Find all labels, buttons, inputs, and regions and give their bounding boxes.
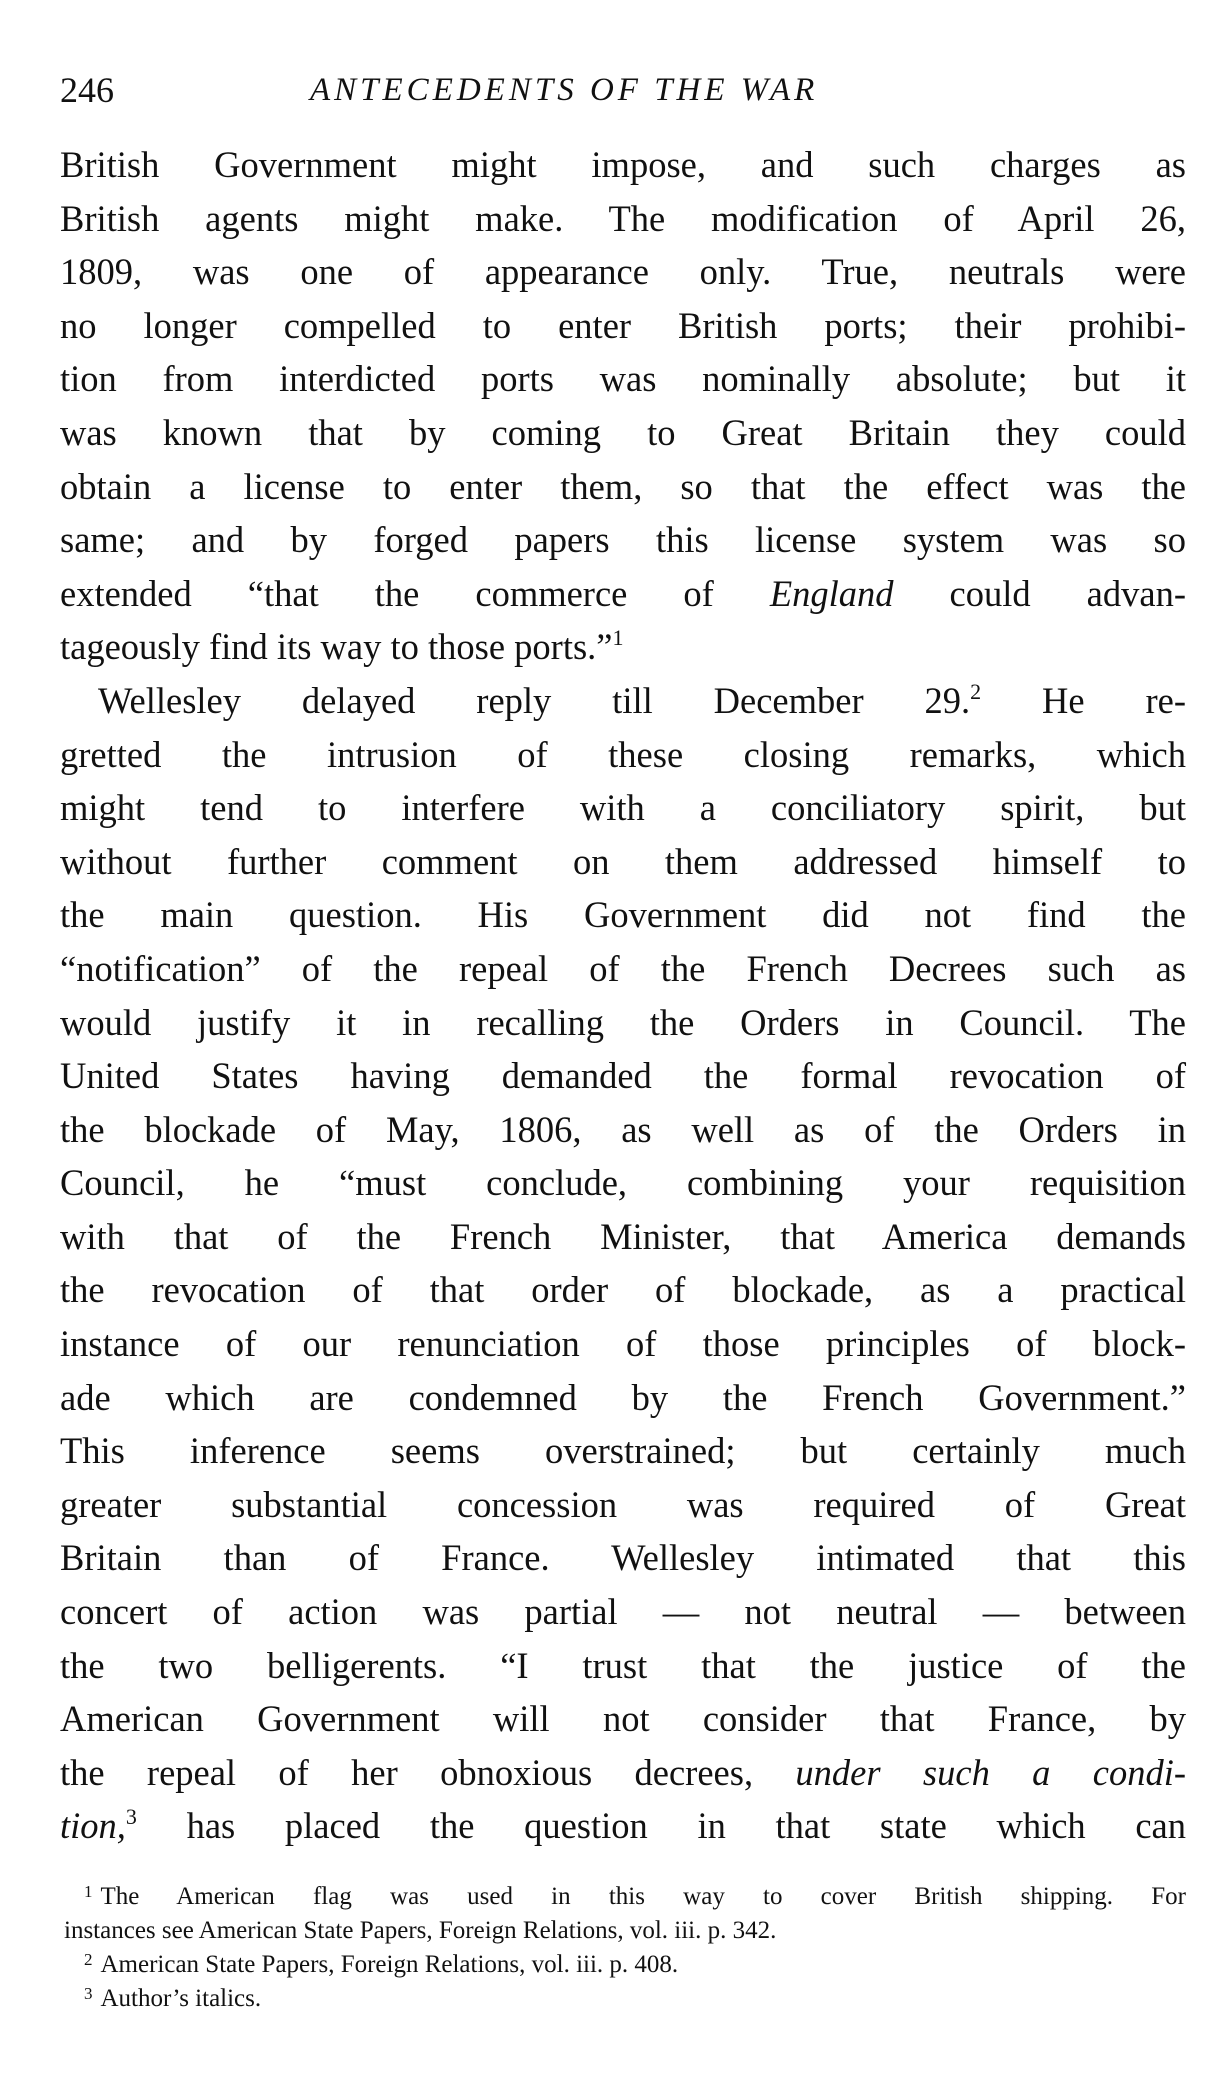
text-line: instance of our renunciation of those principles of block- [60, 1323, 1186, 1365]
text-segment: He re- [981, 679, 1187, 721]
footnote-reference[interactable]: 3 [125, 1804, 137, 1830]
footnote-reference[interactable]: 2 [970, 678, 982, 704]
text-line: British agents might make. The modification of April 26, [60, 197, 1186, 239]
footnote-mark: 2 [84, 1950, 93, 1969]
page-number: 246 [60, 70, 114, 110]
text-segment: has placed the question in that state which can [136, 1805, 1186, 1847]
footnote [84, 1982, 1186, 2016]
italic-text: England [769, 572, 894, 614]
text-line: obtain a license to enter them, so that the effect was the [60, 465, 1186, 507]
text-line: greater substantial concession was required of Great [60, 1483, 1186, 1525]
text-line: concert of action was partial — not neutral — between [60, 1591, 1186, 1633]
page-header [60, 62, 1180, 118]
text-line: might tend to interfere with a conciliatory spirit, but [60, 787, 1186, 829]
text-segment: tageously find its way to those ports.” [60, 626, 613, 668]
text-line [60, 1799, 1186, 1853]
text-line: was known that by coming to Great Britain they could [60, 411, 1186, 453]
text-line: the revocation of that order of blockade, as a practical [60, 1269, 1186, 1311]
text-line: American Government will not consider that France, by [60, 1698, 1186, 1740]
paragraph-start-line [60, 674, 1186, 728]
text-line: would justify it in recalling the Orders in Council. The [60, 1001, 1186, 1043]
footnotes [64, 1880, 1186, 2016]
text-segment: could advan- [893, 572, 1186, 614]
italic-text: under such a condi- [795, 1751, 1186, 1793]
text-line: without further comment on them addressed himself to [60, 840, 1186, 882]
footnote [84, 1880, 1186, 1914]
footnote-text: American State Papers, Foreign Relations, vol. iii. p. 408. [100, 1951, 679, 1978]
footnote-text: The American flag was used in this way to cover British shipping. For [100, 1883, 1186, 1910]
text-line: tion from interdicted ports was nominally absolute; but it [60, 358, 1186, 400]
text-line [60, 567, 1186, 621]
footnote-mark: 3 [84, 1984, 93, 2003]
body-text [60, 138, 1186, 1853]
text-line: same; and by forged papers this license system was so [60, 519, 1186, 561]
text-line: the two belligerents. “I trust that the justice of the [60, 1644, 1186, 1686]
text-line: 1809, was one of appearance only. True, neutrals were [60, 251, 1186, 293]
text-line: United States having demanded the formal revocation of [60, 1055, 1186, 1097]
text-line: the blockade of May, 1806, as well as of the Orders in [60, 1108, 1186, 1150]
text-line [60, 1746, 1186, 1800]
text-line: gretted the intrusion of these closing remarks, which [60, 733, 1186, 775]
footnote-text: Author’s italics. [100, 1985, 262, 2012]
italic-text: tion, [60, 1805, 126, 1847]
text-line: Council, he “must conclude, combining your requisition [60, 1162, 1186, 1204]
text-line [60, 620, 1186, 674]
text-line: Britain than of France. Wellesley intimated that this [60, 1537, 1186, 1579]
text-line: This inference seems overstrained; but certainly much [60, 1430, 1186, 1472]
text-line: with that of the French Minister, that America demands [60, 1215, 1186, 1257]
footnote-continuation: instances see American State Papers, Foreign Relations, vol. iii. p. 342. [64, 1917, 777, 1944]
footnote-reference[interactable]: 1 [612, 625, 624, 651]
footnote [84, 1948, 1186, 1982]
text-line: the main question. His Government did not find the [60, 894, 1186, 936]
text-line: ade which are condemned by the French Government.” [60, 1376, 1186, 1418]
text-line: British Government might impose, and such charges as [60, 144, 1186, 185]
text-segment: the repeal of her obnoxious decrees, [60, 1751, 796, 1793]
text-segment: Wellesley delayed reply till December 29. [98, 679, 971, 721]
footnote-mark: 1 [84, 1882, 93, 1901]
text-line: no longer compelled to enter British ports; their prohibi- [60, 304, 1186, 346]
text-segment: extended “that the commerce of [60, 572, 770, 614]
text-line: “notification” of the repeal of the French Decrees such as [60, 947, 1186, 989]
running-title: ANTECEDENTS OF THE WAR [310, 72, 819, 108]
